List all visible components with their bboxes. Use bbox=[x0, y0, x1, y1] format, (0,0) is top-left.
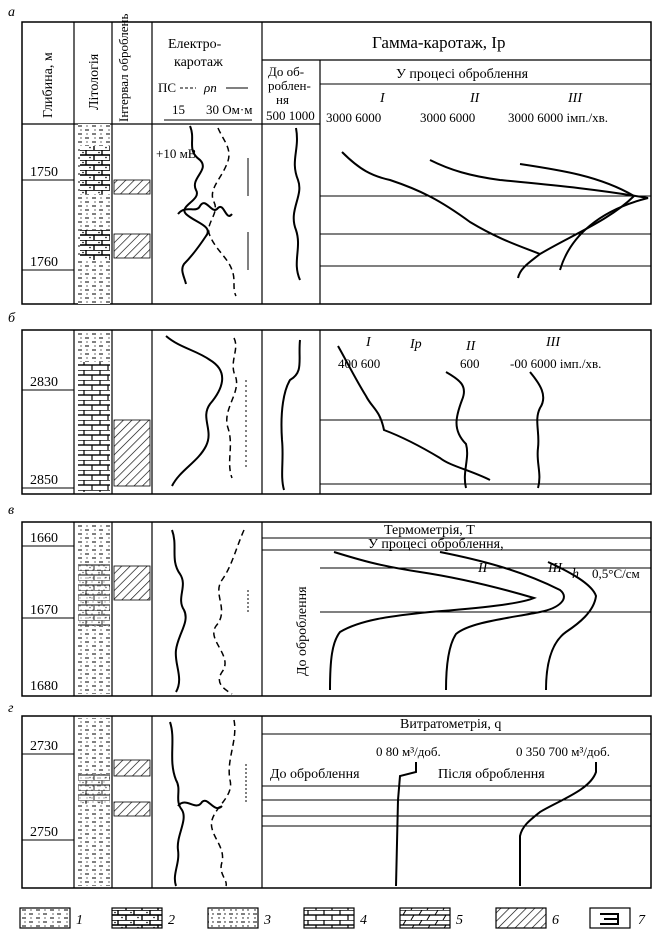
flow-after-label: Після оброблення bbox=[438, 767, 545, 782]
depth-1760: 1760 bbox=[30, 255, 58, 270]
gamma-curve-b-II bbox=[446, 372, 467, 488]
panel-label-b: б bbox=[8, 311, 16, 326]
legend-label-6: 6 bbox=[552, 913, 559, 928]
legend-label-5: 5 bbox=[456, 913, 463, 928]
interval-d2 bbox=[114, 802, 150, 816]
depth-2730: 2730 bbox=[30, 739, 58, 754]
depth-2850: 2850 bbox=[30, 473, 58, 488]
legend-swatch-2 bbox=[112, 908, 162, 928]
thermo-title: Термометрія, T bbox=[384, 523, 475, 538]
panel-label-a: а bbox=[8, 5, 15, 20]
curve-label-II: II bbox=[470, 91, 480, 106]
interval-a2 bbox=[114, 234, 150, 258]
depth-1680: 1680 bbox=[30, 679, 58, 694]
flow-scale-before: 0 80 м³/доб. bbox=[376, 744, 441, 759]
thermo-h: h bbox=[572, 567, 579, 582]
legend-swatch-1 bbox=[20, 908, 70, 928]
header-before-3: ня bbox=[276, 92, 289, 107]
interval-d1 bbox=[114, 760, 150, 776]
header-depth: Глибина, м bbox=[41, 52, 56, 118]
thermo-in-process: У процесі оброблення, bbox=[368, 537, 504, 552]
header-before-2: роблен- bbox=[268, 78, 311, 93]
scale-b-III: -00 6000 імп./хв. bbox=[510, 356, 602, 371]
legend-swatch-7 bbox=[590, 908, 630, 928]
interval-a1 bbox=[114, 180, 150, 194]
depth-2750: 2750 bbox=[30, 825, 58, 840]
header-rho: ρп bbox=[204, 80, 217, 95]
depth-1670: 1670 bbox=[30, 603, 58, 618]
interval-b bbox=[114, 420, 150, 486]
legend-swatch-6 bbox=[496, 908, 546, 928]
curve-label-III: III bbox=[568, 91, 582, 106]
thermo-before-label: До оброблення bbox=[295, 586, 310, 676]
thermo-curve-III: III bbox=[548, 561, 562, 576]
thermo-curve-II: II bbox=[478, 561, 488, 576]
header-electro: Електро- bbox=[168, 37, 222, 52]
gamma-curve-a-I bbox=[342, 152, 540, 254]
scale-I: 3000 6000 bbox=[326, 110, 382, 125]
rho-curve-a bbox=[209, 128, 236, 296]
scale-b-II: 600 bbox=[460, 356, 480, 371]
legend-swatch-3 bbox=[208, 908, 258, 928]
depth-1750: 1750 bbox=[30, 165, 58, 180]
header-ps: ПС bbox=[158, 80, 177, 95]
scale-mv: +10 мВ bbox=[156, 146, 197, 161]
curve-label-b-II: II bbox=[466, 339, 476, 354]
thermo-curve-c-I bbox=[330, 552, 534, 690]
in-process-label: У процесі оброблення bbox=[396, 67, 529, 82]
gamma-title: Гамма-каротаж, Iр bbox=[372, 33, 506, 52]
scale-15: 15 bbox=[172, 102, 185, 117]
legend-swatch-4 bbox=[304, 908, 354, 928]
curve-label-b-ip: Iр bbox=[410, 337, 422, 352]
before-curve-b bbox=[281, 340, 300, 490]
legend-swatch-5 bbox=[400, 908, 450, 928]
scale-30: 30 Ом·м bbox=[206, 102, 253, 117]
interval-c bbox=[114, 566, 150, 600]
before-curve-a bbox=[294, 128, 300, 280]
thermo-curve-c-II bbox=[440, 552, 564, 690]
ps-curve-b bbox=[166, 336, 222, 486]
legend-label-4: 4 bbox=[360, 913, 367, 928]
rho-curve-d bbox=[211, 720, 234, 886]
flow-title: Витратометрія, q bbox=[400, 717, 502, 732]
gamma-curve-b-III bbox=[530, 372, 543, 488]
scale-II: 3000 6000 bbox=[420, 110, 476, 125]
rho-curve-c bbox=[214, 530, 244, 694]
legend-label-1: 1 bbox=[76, 913, 83, 928]
legend-label-7: 7 bbox=[638, 913, 645, 928]
scale-b-I: 400 600 bbox=[338, 356, 381, 371]
scale-before: 500 1000 bbox=[266, 108, 315, 123]
gamma-curve-a-III bbox=[518, 164, 634, 278]
flow-curve-before bbox=[396, 762, 416, 886]
panel-a bbox=[8, 5, 651, 304]
legend bbox=[20, 908, 646, 928]
ps-curve-c bbox=[172, 530, 186, 692]
thermo-scale: 0,5°C/см bbox=[592, 566, 640, 581]
panel-label-d: г bbox=[8, 701, 14, 716]
scale-III: 3000 6000 імп./хв. bbox=[508, 110, 609, 125]
depth-2830: 2830 bbox=[30, 375, 58, 390]
rho-curve-b bbox=[227, 338, 237, 478]
curve-label-b-III: III bbox=[546, 335, 560, 350]
legend-label-2: 2 bbox=[168, 913, 175, 928]
panel-c bbox=[8, 503, 651, 696]
flow-scale-after: 0 350 700 м³/доб. bbox=[516, 744, 610, 759]
thermo-curve-c-III bbox=[546, 562, 596, 690]
header-electro-2: каротаж bbox=[174, 55, 223, 70]
panel-c-frame bbox=[22, 522, 651, 696]
panel-label-c: в bbox=[8, 503, 15, 518]
curve-label-I: I bbox=[380, 91, 385, 106]
panel-b bbox=[8, 311, 651, 494]
legend-label-3: 3 bbox=[264, 913, 271, 928]
header-before: До об- bbox=[268, 64, 305, 79]
curve-label-b-I: I bbox=[366, 335, 371, 350]
panel-d bbox=[8, 701, 651, 888]
depth-1660: 1660 bbox=[30, 531, 58, 546]
flow-before-label: До оброблення bbox=[270, 767, 360, 782]
header-interval: Інтервал оброблень bbox=[116, 13, 131, 122]
header-lithology: Літологія bbox=[87, 53, 102, 110]
